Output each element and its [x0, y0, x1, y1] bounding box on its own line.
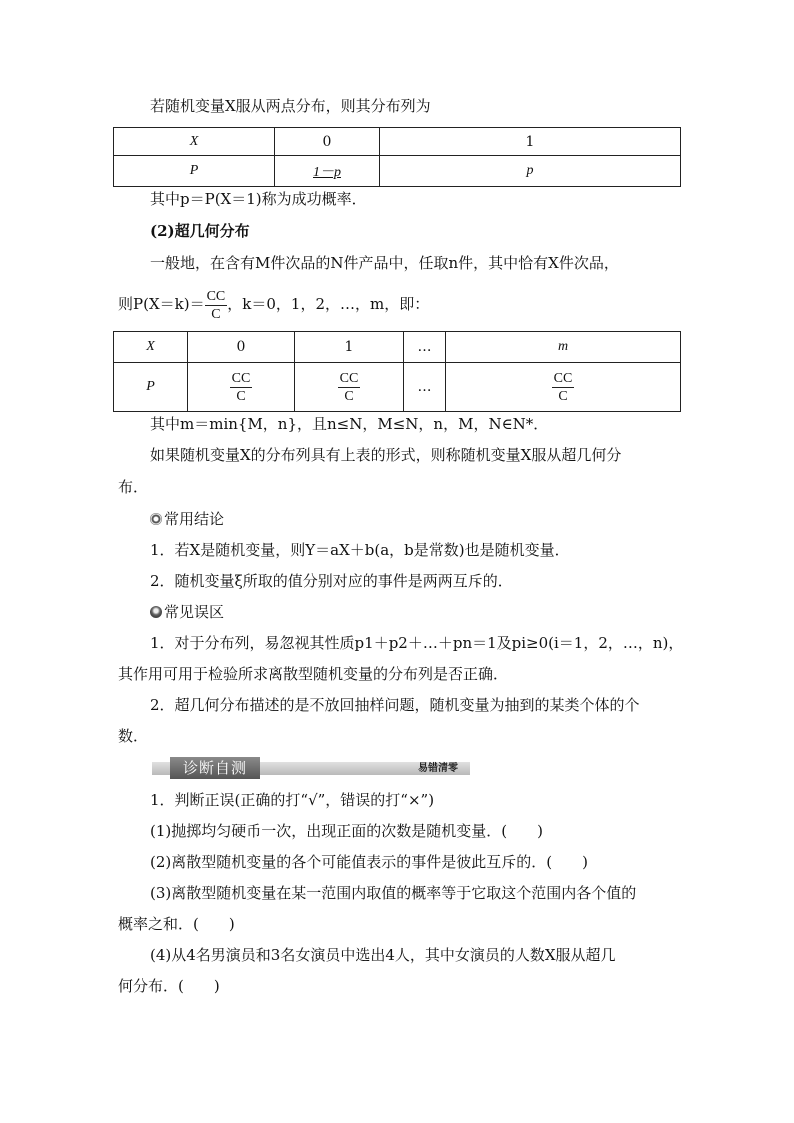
fraction-numerator: CC [206, 288, 226, 304]
table-header-1: 1 [380, 128, 681, 156]
exercise-statement-3-line1: (3)离散型随机变量在某一范围内取值的概率等于它取这个范围内各个值的 [150, 884, 637, 902]
table-header-x: X [114, 128, 275, 156]
fraction-denominator: C [236, 388, 246, 404]
hypergeo-table [113, 331, 681, 412]
table-cell-p: p [380, 156, 681, 187]
table-header-0: 0 [275, 128, 380, 156]
fraction-numerator: CC [553, 370, 573, 386]
success-probability-note: 其中p＝P(X＝1)称为成功概率． [150, 190, 367, 208]
hypergeo-title: (2)超几何分布 [150, 222, 250, 240]
lightbulb-icon [150, 606, 162, 618]
two-point-intro: 若随机变量X服从两点分布，则其分布列为 [150, 97, 431, 115]
cell-fraction [338, 370, 361, 405]
formula-suffix: ，k＝0，1，2，…，m，即： [227, 295, 430, 313]
exercise-statement-3-line2: 概率之和．( ) [118, 915, 235, 933]
table-header-x: X [114, 332, 188, 363]
table-cell-frac-1 [295, 363, 404, 412]
mistakes-title: 常见误区 [164, 603, 225, 621]
table-header-1: 1 [295, 332, 404, 363]
exercise-question-1: 1．判断正误(正确的打“√”，错误的打“×”) [150, 791, 435, 809]
exercise-statement-4-line1: (4)从4名男演员和3名女演员中选出4人，其中女演员的人数X服从超几 [150, 946, 616, 964]
cell-fraction [230, 370, 253, 405]
fraction-denominator: C [211, 306, 221, 322]
exercise-statement-4-line2: 何分布．( ) [118, 977, 220, 995]
fraction-denominator: C [344, 388, 354, 404]
mistake-item-1-line1: 1．对于分布列，易忽视其性质p1＋p2＋…＋pn＝1及pi≥0(i＝1，2，…，n)， [150, 634, 684, 652]
conclusions-title: 常用结论 [164, 510, 225, 528]
table-cell-1-minus-p: 1－p [275, 156, 380, 187]
hypergeo-para-line1: 如果随机变量X的分布列具有上表的形式，则称随机变量X服从超几何分 [150, 446, 622, 464]
table-header-ellipsis: … [404, 332, 446, 363]
cell-fraction [552, 370, 575, 405]
mistake-item-1-line2: 其作用可用于检验所求离散型随机变量的分布列是否正确． [118, 665, 509, 683]
fraction-denominator: C [558, 388, 568, 404]
table-header-m: m [446, 332, 681, 363]
hypergeo-formula-line [118, 284, 429, 324]
banner-title: 诊断自测 [170, 757, 260, 779]
circle-dot-icon [150, 513, 162, 525]
section-banner [152, 757, 470, 779]
mistake-item-2-line2: 数． [118, 727, 149, 745]
hypergeo-desc-line1: 一般地，在含有M件次品的N件产品中，任取n件，其中恰有X件次品， [150, 254, 619, 272]
table-row-label-p: P [114, 156, 275, 187]
table-header-0: 0 [188, 332, 295, 363]
conclusion-item-2: 2．随机变量ξ所取的值分别对应的事件是两两互斥的． [150, 572, 513, 590]
exercise-statement-1: (1)抛掷均匀硬币一次，出现正面的次数是随机变量．( ) [150, 822, 543, 840]
table-row-label-p: P [114, 363, 188, 412]
table-cell-ellipsis: … [404, 363, 446, 412]
hypergeo-note: 其中m＝min{M，n}，且n≤N，M≤N，n，M，N∈N*． [150, 415, 549, 433]
table-cell-frac-m [446, 363, 681, 412]
hypergeo-para-line2: 布． [118, 478, 149, 496]
conclusion-item-1: 1．若X是随机变量，则Y＝aX＋b(a，b是常数)也是随机变量． [150, 541, 570, 559]
two-point-table [113, 127, 681, 187]
formula-prefix: 则P(X＝k)＝ [118, 295, 205, 313]
mistake-item-2-line1: 2．超几何分布描述的是不放回抽样问题，随机变量为抽到的某类个体的个 [150, 696, 640, 714]
hypergeo-fraction [205, 288, 228, 323]
exercise-statement-2: (2)离散型随机变量的各个可能值表示的事件是彼此互斥的．( ) [150, 853, 588, 871]
fraction-numerator: CC [231, 370, 251, 386]
banner-subtitle: 易错清零 [418, 763, 458, 774]
fraction-numerator: CC [339, 370, 359, 386]
mistakes-heading [150, 602, 224, 622]
table-cell-frac-0 [188, 363, 295, 412]
conclusions-heading [150, 509, 224, 529]
